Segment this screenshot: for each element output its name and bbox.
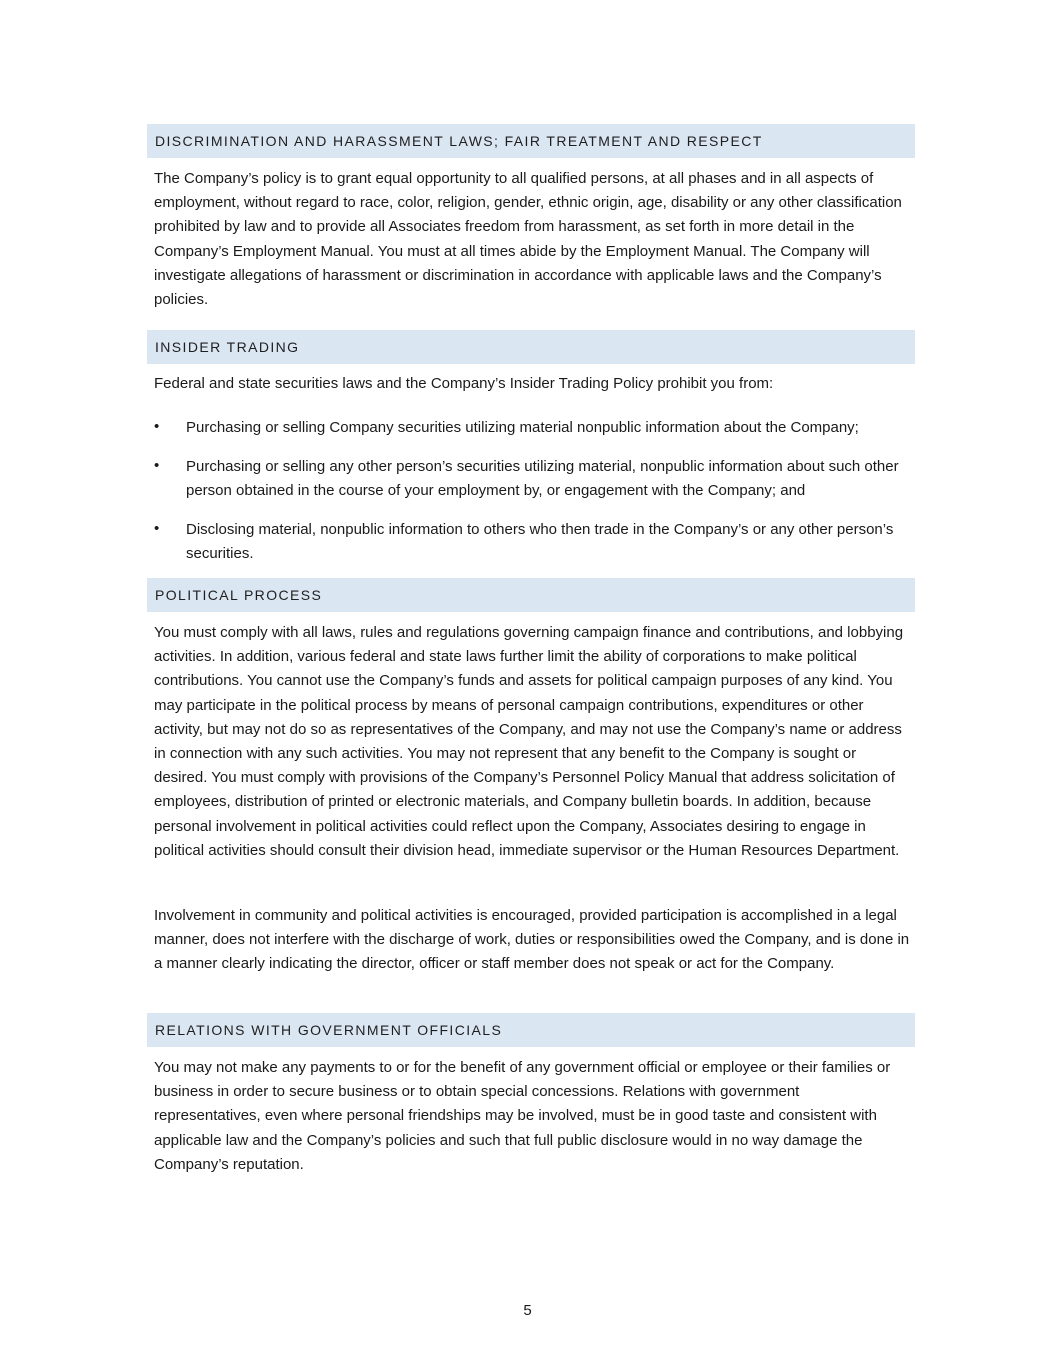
list-item-text: Purchasing or selling Company securities utilizing material nonpublic information about the Company; (186, 419, 859, 436)
paragraph-government-relations: You may not make any payments to or for the benefit of any government official or employee or their families or business in order to secure business or to obtain special concessions. Relations with government representatives, even where personal friendships may be involved, must be in good taste and consistent with applicable law and the Company’s policies and such that full public disclosure would in no way damage the Company’s reputation. (154, 1059, 891, 1173)
page-number: 5 (523, 1302, 532, 1319)
list-item-text: Disclosing material, nonpublic information to others who then trade in the Company’s or any other person’s securities. (186, 521, 894, 563)
section-heading-political-process (147, 578, 915, 612)
section-heading-text: POLITICAL PROCESS (155, 587, 323, 603)
paragraph-political-process-1: You must comply with all laws, rules and regulations governing campaign finance and contributions, and lobbying activities. In addition, various federal and state laws further limit the ability of corporations to make political contributions. You cannot use the Company’s funds and assets for political campaign purposes of any kind. You may participate in the political process by means of personal campaign contributions, expenditures or other activity, but may not do so as representatives of the Company, and may not use the Company’s name or address in connection with any such activities. You may not represent that any benefit to the Company is sought or desired. You must comply with provisions of the Company’s Personnel Policy Manual that address solicitation of employees, distribution of printed or electronic materials, and Company bulletin boards. In addition, because personal involvement in political activities could reflect upon the Company, Associates desiring to engage in political activities should consult their division head, immediate supervisor or the Human Resources Department. (154, 624, 904, 859)
list-item (154, 518, 910, 566)
section-heading-text: RELATIONS WITH GOVERNMENT OFFICIALS (155, 1022, 503, 1038)
list-item (154, 455, 910, 503)
bullet-icon: • (154, 418, 160, 435)
list-item (154, 416, 910, 440)
section-heading-text: INSIDER TRADING (155, 339, 300, 355)
paragraph-political-process-2: Involvement in community and political activities is encouraged, provided participation is accomplished in a legal manner, does not interfere with the discharge of work, duties or responsibilities owed the Company, and is done in a manner clearly indicating the director, officer or staff member does not speak or act for the Company. (154, 907, 910, 973)
paragraph-discrimination: The Company’s policy is to grant equal opportunity to all qualified persons, at all phases and in all aspects of employment, without regard to race, color, religion, gender, ethnic origin, age, disability or any other classification prohibited by law and to provide all Associates freedom from harassment, as set forth in more detail in the Company’s Employment Manual. You must at all times abide by the Employment Manual. The Company will investigate allegations of harassment or discrimination in accordance with applicable laws and the Company’s policies. (154, 170, 902, 309)
bullet-icon: • (154, 457, 160, 474)
section-heading-government-relations (147, 1013, 915, 1047)
section-heading-insider-trading (147, 330, 915, 364)
paragraph-insider-trading-intro: Federal and state securities laws and the Company’s Insider Trading Policy prohibit you from: (154, 375, 774, 392)
section-heading-text: DISCRIMINATION AND HARASSMENT LAWS; FAIR TREATMENT AND RESPECT (155, 133, 763, 149)
list-item-text: Purchasing or selling any other person’s securities utilizing material, nonpublic information about such other person obtained in the course of your employment by, or engagement with the Company; and (186, 458, 899, 500)
bullet-icon: • (154, 520, 160, 537)
section-heading-discrimination (147, 124, 915, 158)
